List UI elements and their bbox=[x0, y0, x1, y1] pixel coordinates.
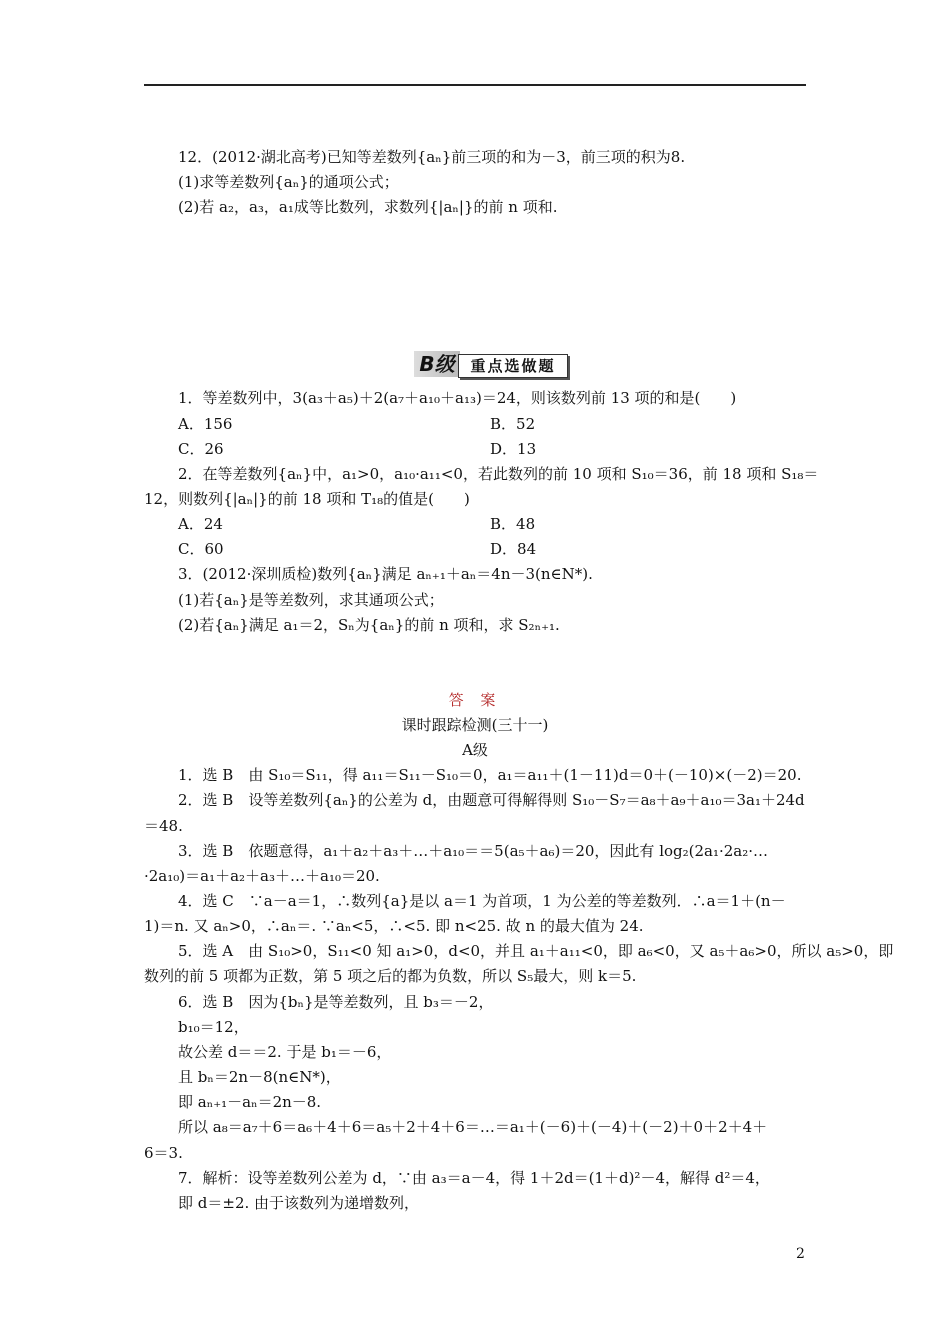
problem-12-stem: 12．(2012·湖北高考)已知等差数列{aₙ}前三项的和为－3，前三项的积为8. bbox=[178, 148, 686, 166]
answer-line: 即 aₙ₊₁－aₙ＝2n－8. bbox=[178, 1093, 322, 1111]
answers-subtitle: 课时跟踪检测(三十一) bbox=[401, 716, 549, 734]
answers-title: 答 案 bbox=[448, 691, 502, 709]
answer-line: b₁₀＝12， bbox=[178, 1018, 249, 1036]
b-problem-3-part-1: (1)若{aₙ}是等差数列，求其通项公式； bbox=[178, 591, 444, 609]
b-problem-1-option-a: A．156 bbox=[178, 415, 233, 433]
answer-line: ·2a₁₀)＝a₁＋a₂＋a₃＋…＋a₁₀＝20. bbox=[144, 867, 380, 885]
b-problem-1-option-c: C．26 bbox=[178, 440, 224, 458]
b-problem-2-stem-line-1: 2．在等差数列{aₙ}中，a₁>0，a₁₀·a₁₁<0，若此数列的前 10 项和 S₁₀＝36，前 18 项和 S₁₈＝ bbox=[178, 465, 819, 483]
answer-line: 数列的前 5 项都为正数，第 5 项之后的都为负数，所以 S₅最大，则 k＝5. bbox=[144, 967, 637, 985]
b-problem-2-option-a: A．24 bbox=[178, 515, 223, 533]
answer-line: 1．选 B 由 S₁₀＝S₁₁，得 a₁₁＝S₁₁－S₁₀＝0，a₁＝a₁₁＋(1－11)d＝0＋(－10)×(－2)＝20. bbox=[178, 766, 802, 784]
answer-line: 即 d＝±2. 由于该数列为递增数列， bbox=[178, 1194, 420, 1212]
section-b-tag: B级 bbox=[414, 351, 460, 377]
problem-12-part-1: (1)求等差数列{aₙ}的通项公式； bbox=[178, 173, 399, 191]
b-problem-2-option-b: B．48 bbox=[490, 515, 536, 533]
answer-line: 所以 a₈＝a₇＋6＝a₆＋4＋6＝a₅＋2＋4＋6＝…＝a₁＋(－6)＋(－4)＋(－2)＋0＋2＋4＋ bbox=[178, 1118, 768, 1136]
answer-line: 4．选 C ∵a－a＝1，∴数列{a}是以 a＝1 为首项，1 为公差的等差数列．∴a＝1＋(n－ bbox=[178, 892, 786, 910]
answer-line: 3．选 B 依题意得，a₁＋a₂＋a₃＋…＋a₁₀＝＝5(a₅＋a₆)＝20，因此有 log₂(2a₁·2a₂·… bbox=[178, 842, 769, 860]
answer-line: 故公差 d＝＝2. 于是 b₁＝－6， bbox=[178, 1043, 392, 1061]
b-problem-2-option-c: C．60 bbox=[178, 540, 224, 558]
b-problem-3-part-2: (2)若{aₙ}满足 a₁＝2，Sₙ为{aₙ}的前 n 项和，求 S₂ₙ₊₁. bbox=[178, 616, 560, 634]
header-rule bbox=[144, 84, 806, 86]
problem-12-part-2: (2)若 a₂，a₃，a₁成等比数列，求数列{|aₙ|}的前 n 项和. bbox=[178, 198, 558, 216]
answer-line: 7．解析：设等差数列公差为 d，∵由 a₃＝a－4，得 1＋2d＝(1＋d)²－4，解得 d²＝4， bbox=[178, 1169, 770, 1187]
answer-line: 且 bₙ＝2n－8(n∈N*)， bbox=[178, 1068, 341, 1086]
b-problem-1-stem: 1．等差数列中，3(a₃＋a₅)＋2(a₇＋a₁₀＋a₁₃)＝24，则该数列前 13 项的和是( ) bbox=[178, 389, 737, 407]
answer-line: 6＝3. bbox=[144, 1144, 183, 1162]
section-b-badge bbox=[414, 351, 570, 377]
answer-line: 2．选 B 设等差数列{aₙ}的公差为 d，由题意可得解得则 S₁₀－S₇＝a₈＋a₉＋a₁₀＝3a₁＋24d bbox=[178, 791, 805, 809]
b-problem-1-option-d: D．13 bbox=[490, 440, 537, 458]
section-b-label: 重点选做题 bbox=[458, 354, 568, 378]
answer-line: ＝48. bbox=[144, 817, 183, 835]
answer-line: 1)＝n. 又 aₙ>0，∴aₙ＝. ∵aₙ<5，∴<5. 即 n<25. 故 n 的最大值为 24. bbox=[144, 917, 644, 935]
answer-line: 5．选 A 由 S₁₀>0，S₁₁<0 知 a₁>0，d<0，并且 a₁＋a₁₁<0，即 a₆<0，又 a₅＋a₆>0，所以 a₅>0，即 bbox=[178, 942, 894, 960]
b-problem-1-option-b: B．52 bbox=[490, 415, 536, 433]
b-problem-2-stem-line-2: 12，则数列{|aₙ|}的前 18 项和 T₁₈的值是( ) bbox=[144, 490, 470, 508]
answer-line: 6．选 B 因为{bₙ}是等差数列，且 b₃＝－2， bbox=[178, 993, 494, 1011]
answers-level: A级 bbox=[462, 741, 488, 759]
b-problem-2-option-d: D．84 bbox=[490, 540, 537, 558]
b-problem-3-stem: 3．(2012·深圳质检)数列{aₙ}满足 aₙ₊₁＋aₙ＝4n－3(n∈N*). bbox=[178, 565, 593, 583]
page-number: 2 bbox=[796, 1246, 805, 1262]
